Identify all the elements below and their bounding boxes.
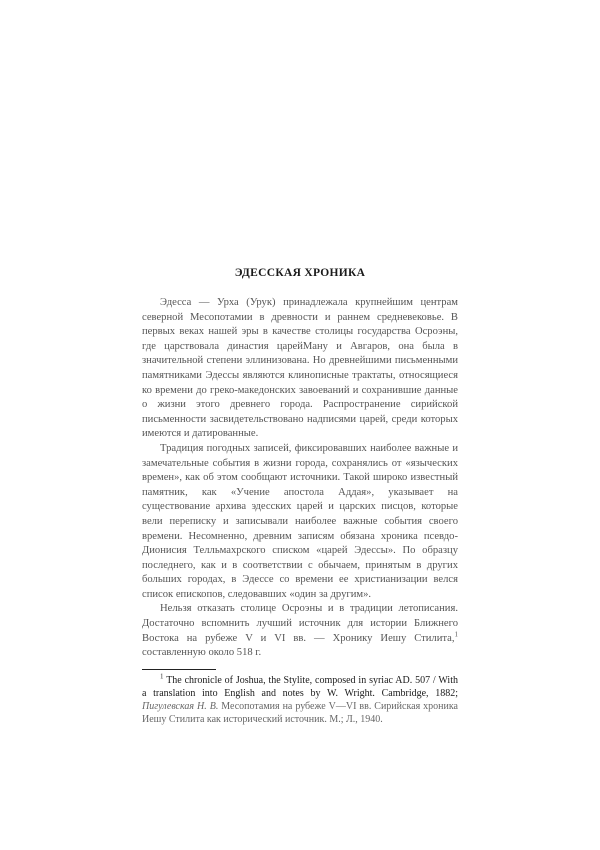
paragraph-3 (142, 602, 458, 660)
footnote-reference[interactable]: 1 (454, 630, 458, 639)
footnote-russian-citation: Месопотамия на рубеже V—VI вв. Сирийская хроника Иешу Стилита как исторический источник. М.; Л., 1940. (142, 701, 458, 726)
paragraph-1: Эдесса — Урха (Урук) принадлежала крупнейшим центрам северной Месопотамии в древности и раннем средневековье. В первых веках нашей эры в качестве столицы государства Осроэны, где царствовала династия царейМану и Авгаров, она была в значительной степени эллинизована. Но древнейшими письменными памятниками Эдессы являются клинописные трактаты, относящиеся ко времени до греко-македонских завоеваний и сохранившие данные о жизни этого древнего города. Распространение сирийской письменности засвидетельствовано надписями царей, среди которых имеются и датированные. (142, 297, 458, 440)
chapter-title: ЭДЕССКАЯ ХРОНИКА (234, 267, 366, 279)
footnote-english-citation: The chronicle of Joshua, the Stylite, composed in syriac AD. 507 / With a translation into English and notes by W. Wright. Cambridge, 1882; (142, 674, 458, 700)
paragraph-2: Традиция погодных записей, фиксировавших наиболее важные и замечательные события в жизни города, сохранялись от «языческих времен», как об этом сообщают источники. Такой широко известный памятник, как «Учение апостола Аддая», указывает на существование архива эдесских царей и царских писцов, которые вели переписку и записывали наиболее важные события своего времени. Несомненно, древним записям обязана хроника псевдо-Дионисия Телльмахрского списком «царей Эдессы». По образцу последнего, как и в соответствии с обычаем, принятым в других больших городах, в Эдессе со времени ее христианизации велся список епископов, следовавших «один за другим». (142, 442, 458, 600)
footnote-author: Пигулевская Н. В. (142, 701, 219, 713)
footnote-divider (142, 669, 216, 670)
footnote-number: 1 (160, 672, 164, 681)
paragraph-3-text: Нельзя отказать столице Осроэны и в традиции летописания. Достаточно вспомнить лучший источник для истории Ближнего Востока на рубеже V и VI вв. — Хронику Иешу Стилита, (142, 603, 458, 644)
document-page (142, 265, 458, 727)
paragraph-3-tail: составленную около 518 г. (142, 647, 262, 659)
footnote (142, 674, 458, 727)
